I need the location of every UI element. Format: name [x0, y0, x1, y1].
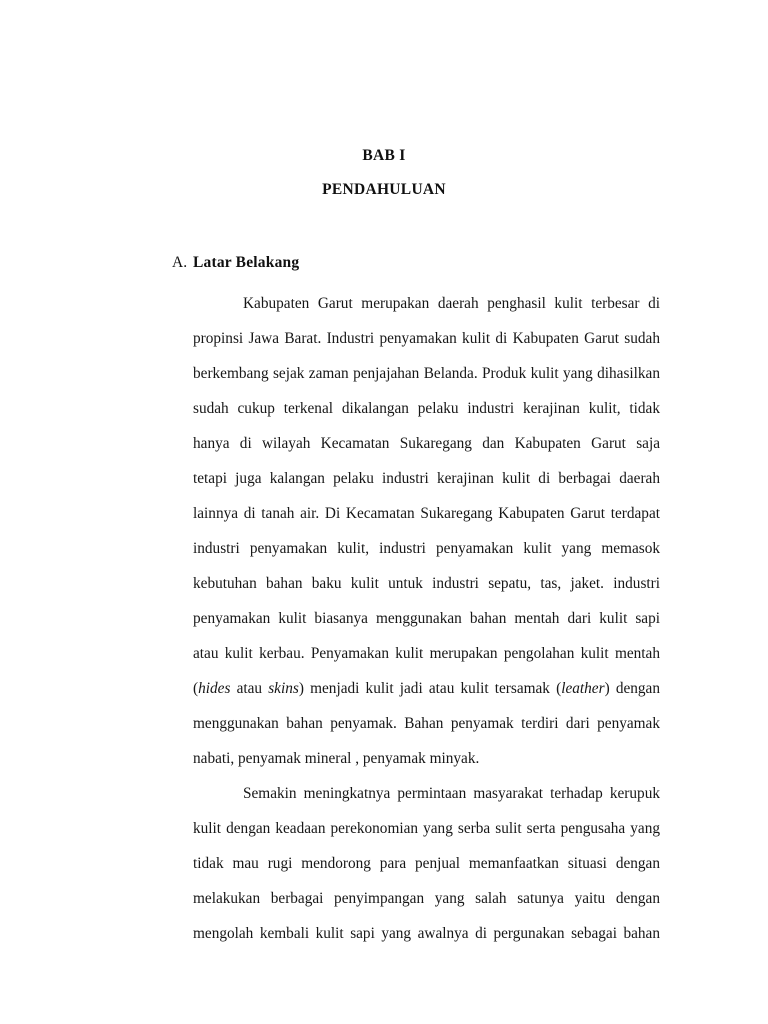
text-line: nabati, penyamak mineral , penyamak minyak.: [193, 750, 480, 767]
text-line: sudah cukup terkenal dikalangan pelaku industri kerajinan kulit, tidak: [193, 400, 660, 417]
section-marker: A.: [172, 254, 188, 271]
text-line: Semakin meningkatnya permintaan masyarakat terhadap kerupuk: [243, 785, 660, 802]
text-line: tetapi juga kalangan pelaku industri kerajinan kulit di berbagai daerah: [193, 470, 660, 487]
chapter-number-title: BAB I: [362, 147, 406, 164]
text-line: menggunakan bahan penyamak. Bahan penyamak terdiri dari penyamak: [193, 715, 660, 732]
text-line: kulit dengan keadaan perekonomian yang serba sulit serta pengusaha yang: [193, 820, 660, 837]
text-line: (hides atau skins) menjadi kulit jadi atau kulit tersamak (leather) dengan: [193, 680, 660, 697]
text-line: industri penyamakan kulit, industri penyamakan kulit yang memasok: [193, 540, 660, 557]
paragraph-1: [193, 286, 660, 776]
text-line: lainnya di tanah air. Di Kecamatan Sukaregang Kabupaten Garut terdapat: [193, 505, 660, 522]
body-text: [193, 286, 660, 951]
text-line: kebutuhan bahan baku kulit untuk industri sepatu, tas, jaket. industri: [193, 575, 660, 592]
text-line: hanya di wilayah Kecamatan Sukaregang dan Kabupaten Garut saja: [193, 435, 660, 452]
text-line: melakukan berbagai penyimpangan yang salah satunya yaitu dengan: [193, 890, 660, 907]
text-line: tidak mau rugi mendorong para penjual memanfaatkan situasi dengan: [193, 855, 660, 872]
text-line: penyamakan kulit biasanya menggunakan bahan mentah dari kulit sapi: [193, 610, 660, 627]
section-heading: [172, 254, 662, 272]
text-line: atau kulit kerbau. Penyamakan kulit merupakan pengolahan kulit mentah: [193, 645, 660, 662]
text-line: propinsi Jawa Barat. Industri penyamakan kulit di Kabupaten Garut sudah: [193, 330, 660, 347]
paragraph-2: [193, 776, 660, 951]
chapter-title: PENDAHULUAN: [322, 181, 446, 198]
section-label: Latar Belakang: [193, 254, 300, 271]
text-line: Kabupaten Garut merupakan daerah penghasil kulit terbesar di: [243, 295, 660, 312]
text-line: mengolah kembali kulit sapi yang awalnya di pergunakan sebagai bahan: [193, 925, 660, 942]
text-line: berkembang sejak zaman penjajahan Belanda. Produk kulit yang dihasilkan: [193, 365, 660, 382]
